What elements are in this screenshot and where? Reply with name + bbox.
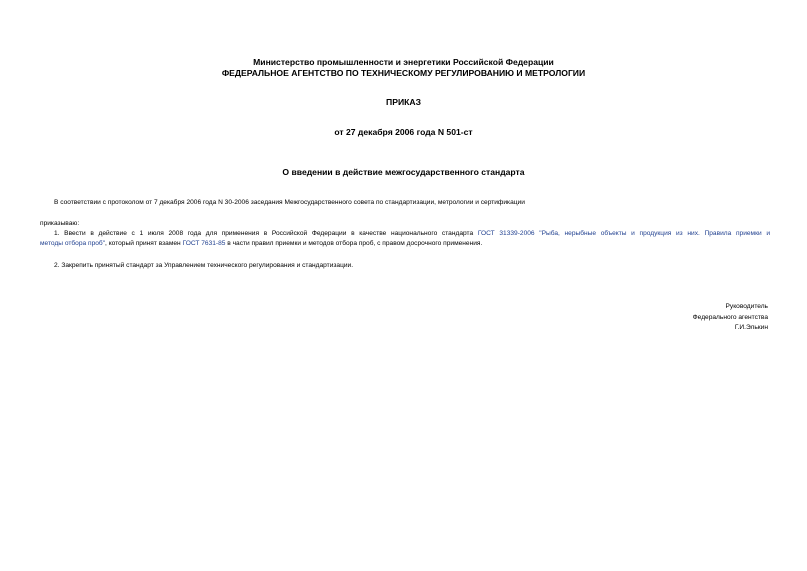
item2-paragraph: 2. Закрепить принятый стандарт за Управлением технического регулирования и стандартизации. xyxy=(54,262,354,269)
document-type: ПРИКАЗ xyxy=(386,97,421,107)
item1-line1 xyxy=(40,229,770,239)
document-subject: О введении в действие межгосударственного стандарта xyxy=(282,167,525,177)
ministry-title: Министерство промышленности и энергетики Российской Федерации xyxy=(253,57,554,67)
agency-title: ФЕДЕРАЛЬНОЕ АГЕНТСТВО ПО ТЕХНИЧЕСКОМУ РЕГУЛИРОВАНИЮ И МЕТРОЛОГИИ xyxy=(221,68,586,78)
preamble-paragraph: В соответствии с протоколом от 7 декабря 2006 года N 30-2006 заседания Межгосударственного совета по стандартизации, метрологии и сертификации xyxy=(54,199,525,206)
item1-line2 xyxy=(40,239,482,249)
item1-text-b: , который принят взамен xyxy=(105,240,183,247)
order-word: приказываю: xyxy=(40,220,80,227)
item1-text-a: 1. Ввести в действие с 1 июля 2008 года для применения в Российской Федерации в качестве национального стандарта xyxy=(54,230,478,237)
gost-31339-link-continued[interactable]: методы отбора проб" xyxy=(40,240,106,247)
gost-31339-link[interactable]: ГОСТ 31339-2006 "Рыба, нерыбные объекты и продукция из них. Правила приемки и xyxy=(477,230,770,237)
gost-7631-link[interactable]: ГОСТ 7631-85 xyxy=(182,240,226,247)
signature-position-line1: Руководитель xyxy=(725,303,768,310)
signature-position-line2: Федерального агентства xyxy=(692,314,768,321)
signature-name: Г.И.Элькин xyxy=(734,324,768,331)
document-date-number: от 27 декабря 2006 года N 501-ст xyxy=(334,127,473,137)
item1-text-c: в части правил приемки и методов отбора проб, с правом досрочного применения. xyxy=(225,240,483,247)
